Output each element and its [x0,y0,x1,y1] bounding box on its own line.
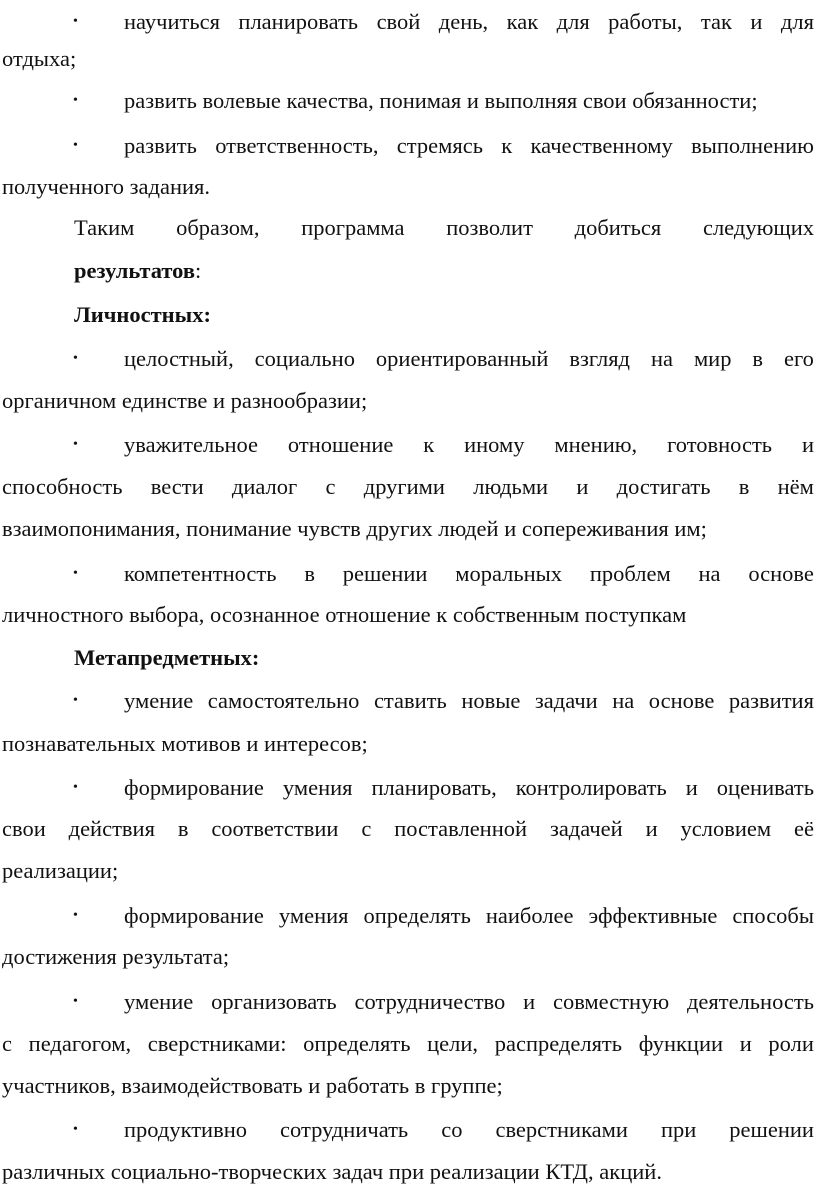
word: формирование [124,903,264,928]
list-item-line [124,679,814,722]
word: Таким [74,215,135,240]
word: в [738,474,750,499]
list-item-line [124,894,814,937]
bullet-icon: • [73,693,78,708]
colon: : [195,258,202,283]
word: задачи [534,688,598,713]
bullet-icon: • [73,994,78,1009]
word: мир [693,346,732,371]
word: людьми [473,474,549,499]
word: способы [732,903,814,928]
word: развить [124,133,197,158]
word: сверстниками [495,1117,628,1142]
word: компетентность [124,561,277,586]
word: сверстниками: [147,1031,287,1056]
word: условием [680,816,772,841]
word: совместную [552,989,670,1014]
word: со [441,1117,463,1142]
word: сотрудничать [280,1117,409,1142]
word: и [750,9,763,34]
word: уважительное [124,432,259,457]
list-item-line: реализации; [2,858,119,883]
list-item-line [2,1022,814,1065]
word: стремясь [396,133,483,158]
list-item-line: полученного задания. [2,174,211,199]
list-item-line [124,1108,814,1151]
word: социально [254,346,355,371]
word: решении [342,561,428,586]
word: распределять [494,1031,623,1056]
word: моральных [455,561,563,586]
word: работы, [608,9,683,34]
word: её [793,816,814,841]
bullet-icon: • [73,437,78,452]
bullet-icon: • [73,908,78,923]
word: умение [124,989,194,1014]
list-item-line: отдыха; [2,46,77,71]
word: организовать [211,989,337,1014]
word: отношение [287,432,394,457]
word: образом, [176,215,260,240]
word: контролировать [515,775,667,800]
word: умения [282,775,353,800]
list-item-line [124,552,814,595]
word: для [780,9,814,34]
word: функции [638,1031,724,1056]
word: с [361,816,372,841]
word: качественному [530,133,673,158]
word: сотрудничество [354,989,506,1014]
word: ставить [373,688,447,713]
paragraph-line [74,206,814,249]
word: планировать, [371,775,497,800]
word: деятельность [686,989,814,1014]
word: с [2,1031,12,1056]
word: ответственность, [215,133,379,158]
list-item-line: различных социально-творческих задач при реализации КТД, акций. [2,1159,662,1184]
word: в [177,816,189,841]
word: задачей [549,816,623,841]
word: готовность [667,432,773,457]
word: решении [729,1117,814,1142]
list-item-line: личностного выбора, осознанное отношение к собственным поступкам [2,602,687,627]
bullet-icon: • [73,93,78,108]
word: для [556,9,590,34]
list-item-line: участников, взаимодействовать и работать в группе; [2,1073,503,1098]
bullet-icon: • [73,780,78,795]
word: поставленной [394,816,528,841]
word: достигать [616,474,711,499]
list-item-line: достижения результата; [2,944,230,969]
word: программа [301,215,405,240]
word: основе [648,688,715,713]
word: ориентированный [375,346,549,371]
bullet-icon: • [73,1122,78,1137]
word: развития [728,688,814,713]
word: следующих [702,215,814,240]
word: определять [303,1031,411,1056]
word: педагогом, [28,1031,132,1056]
word: день, [438,9,489,34]
word: эффективные [588,903,718,928]
word: позволит [446,215,533,240]
bold-term: результатов [74,258,196,283]
word: так [700,9,732,34]
word: к [423,432,435,457]
bullet-icon: • [73,351,78,366]
list-item-line [124,423,814,466]
word: продуктивно [124,1117,248,1142]
paragraph-line [74,249,814,292]
word: способность [2,474,123,499]
list-item-line: познавательных мотивов и интересов; [2,731,368,756]
word: самостоятельно [207,688,360,713]
list-item-line: развить волевые качества, понимая и выполняя свои обязанности; [124,88,758,113]
word: нём [777,474,814,499]
word: его [784,346,814,371]
word: при [660,1117,697,1142]
word: и [523,989,536,1014]
word: новые [461,688,521,713]
word: вести [150,474,204,499]
word: и [576,474,589,499]
word: научиться [124,9,220,34]
word: планировать [238,9,359,34]
list-item-line [2,465,814,508]
word: и [739,1031,752,1056]
list-item-line [124,766,814,809]
word: действия [68,816,155,841]
word: проблем [589,561,671,586]
word: и [685,775,698,800]
section-heading-personal: Личностных: [74,302,211,327]
word: умение [124,688,194,713]
word: мнению, [554,432,638,457]
word: цели, [427,1031,479,1056]
word: на [612,688,635,713]
word: свои [2,816,46,841]
list-item-line: взаимопонимания, понимание чувств других людей и сопереживания им; [2,516,707,541]
word: наиболее [485,903,574,928]
word: роли [768,1031,814,1056]
word: и [801,432,814,457]
word: выполнению [691,133,814,158]
word: диалог [231,474,298,499]
bullet-icon: • [73,14,78,29]
word: добиться [574,215,662,240]
word: в [752,346,764,371]
list-item-line: органичном единстве и разнообразии; [2,388,368,413]
word: в [304,561,315,586]
word: на [650,346,673,371]
word: иному [464,432,525,457]
word: с [325,474,336,499]
word: как [506,9,539,34]
bullet-icon: • [73,566,78,581]
list-item-line [124,980,814,1023]
word: и [645,816,658,841]
list-item-line [124,124,814,167]
section-heading-metasubject: Метапредметных: [74,645,260,670]
word: другими [363,474,445,499]
word: соответствии [211,816,339,841]
word: формирование [124,775,264,800]
word: оценивать [716,775,814,800]
word: на [698,561,721,586]
list-item-line [2,807,814,850]
word: взгляд [569,346,630,371]
word: целостный, [124,346,234,371]
word: умения [278,903,349,928]
word: основе [748,561,814,586]
bullet-icon: • [73,138,78,153]
word: определять [363,903,471,928]
word: к [501,133,513,158]
list-item-line [124,337,814,380]
word: свой [376,9,421,34]
